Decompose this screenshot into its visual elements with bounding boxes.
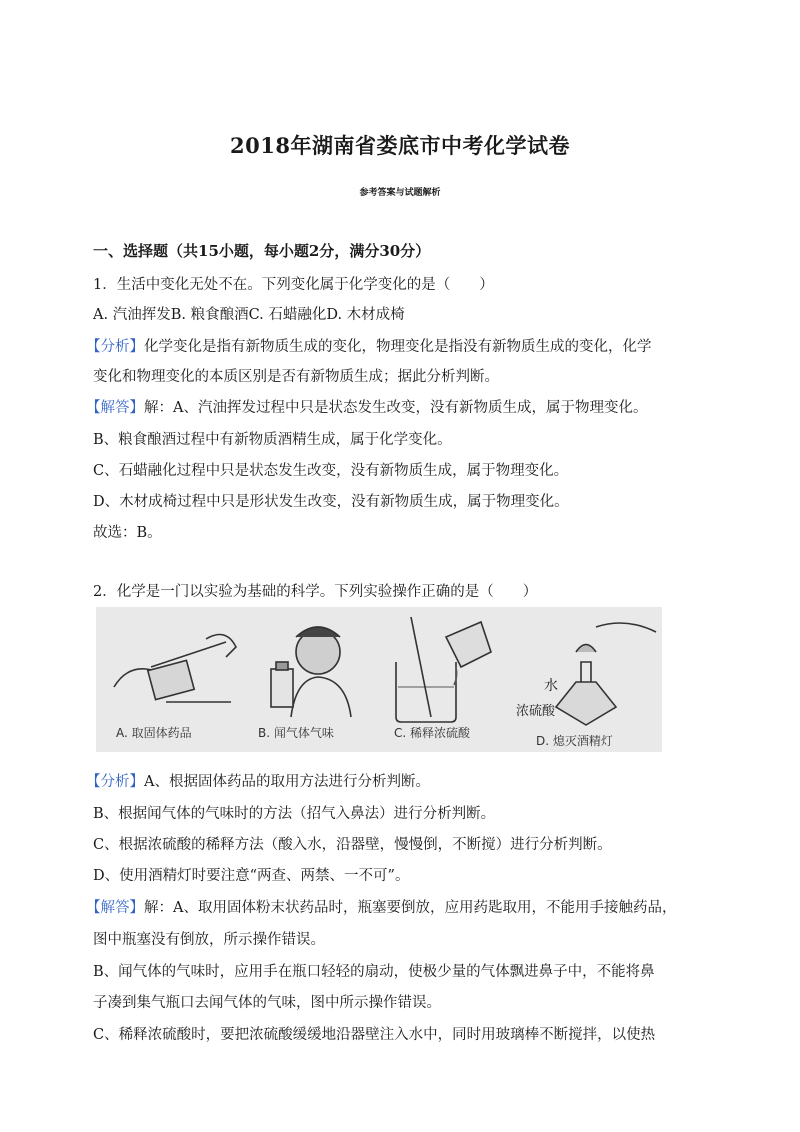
page-subtitle: 参考答案与试题解析: [359, 188, 441, 198]
q2-answer-tag: 【解答】: [86, 900, 144, 916]
section-heading: 一、选择题（共15小题，每小题2分，满分30分）: [93, 242, 431, 260]
q1-analysis-line-2: 变化和物理变化的本质区别是否有新物质生成；据此分析判断。: [93, 369, 499, 385]
figure-label-d: D. 熄灭酒精灯: [536, 734, 613, 748]
q1-analysis-text: 化学变化是指有新物质生成的变化，物理变化是指没有新物质生成的变化，化学: [144, 339, 652, 355]
q2-answer-line-a1: [86, 896, 706, 917]
q2-analysis-d: D、使用酒精灯时要注意“两查、两禁、一不可”。: [93, 868, 410, 884]
q1-analysis-tag: 【分析】: [86, 339, 144, 355]
q2-answer-b1: B、闻气体的气味时，应用手在瓶口轻轻的扇动，使极少量的气体飘进鼻子中，不能将鼻: [93, 964, 655, 980]
figure-label-b: B. 闻气体气味: [258, 726, 334, 740]
q1-stem: 1．生活中变化无处不在。下列变化属于化学变化的是（ ）: [93, 277, 494, 293]
q1-answer-a-text: 解：A、汽油挥发过程中只是状态发生改变，没有新物质生成，属于物理变化。: [144, 400, 648, 416]
figure-label-a: A. 取固体药品: [116, 726, 192, 740]
q1-answer-d: D、木材成椅过程中只是形状发生改变，没有新物质生成，属于物理变化。: [93, 494, 569, 510]
figure-label-water: 水: [544, 678, 558, 694]
q1-answer-c: C、石蜡融化过程中只是状态发生改变，没有新物质生成，属于物理变化。: [93, 463, 569, 479]
q2-stem: 2．化学是一门以实验为基础的科学。下列实验操作正确的是（ ）: [93, 584, 538, 600]
figure-label-acid: 浓硫酸: [516, 704, 556, 719]
q2-analysis-tag: 【分析】: [86, 774, 144, 790]
q2-answer-b2: 子凑到集气瓶口去闻气体的气味，图中所示操作错误。: [93, 995, 441, 1011]
q2-answer-a1-text: 解：A、取用固体粉末状药品时，瓶塞要倒放，应用药匙取用，不能用手接触药品，: [144, 900, 677, 916]
q1-analysis-line-1: [86, 335, 706, 356]
q2-analysis-line-a: [86, 770, 706, 791]
q1-answer-line-a: [86, 396, 706, 417]
q1-answer-tag: 【解答】: [86, 400, 144, 416]
q1-answer-b: B、粮食酿酒过程中有新物质酒精生成，属于化学变化。: [93, 432, 452, 448]
q2-analysis-a-text: A、根据固体药品的取用方法进行分析判断。: [144, 774, 430, 790]
q1-options: A. 汽油挥发B. 粮食酿酒C. 石蜡融化D. 木材成椅: [93, 307, 405, 323]
figure-label-c: C. 稀释浓硫酸: [394, 726, 471, 740]
q2-answer-c1: C、稀释浓硫酸时，要把浓硫酸缓缓地沿器壁注入水中，同时用玻璃棒不断搅拌，以使热: [93, 1027, 656, 1043]
q2-answer-a2: 图中瓶塞没有倒放，所示操作错误。: [93, 932, 325, 948]
page-title: 2018年湖南省娄底市中考化学试卷: [230, 133, 570, 158]
q2-analysis-b: B、根据闻气体的气味时的方法（招气入鼻法）进行分析判断。: [93, 806, 496, 822]
q2-figure-svg: [96, 607, 662, 752]
q1-choice: 故选：B。: [93, 525, 162, 541]
q2-figure: [96, 607, 662, 752]
q2-analysis-c: C、根据浓硫酸的稀释方法（酸入水，沿器壁，慢慢倒，不断搅）进行分析判断。: [93, 837, 612, 853]
